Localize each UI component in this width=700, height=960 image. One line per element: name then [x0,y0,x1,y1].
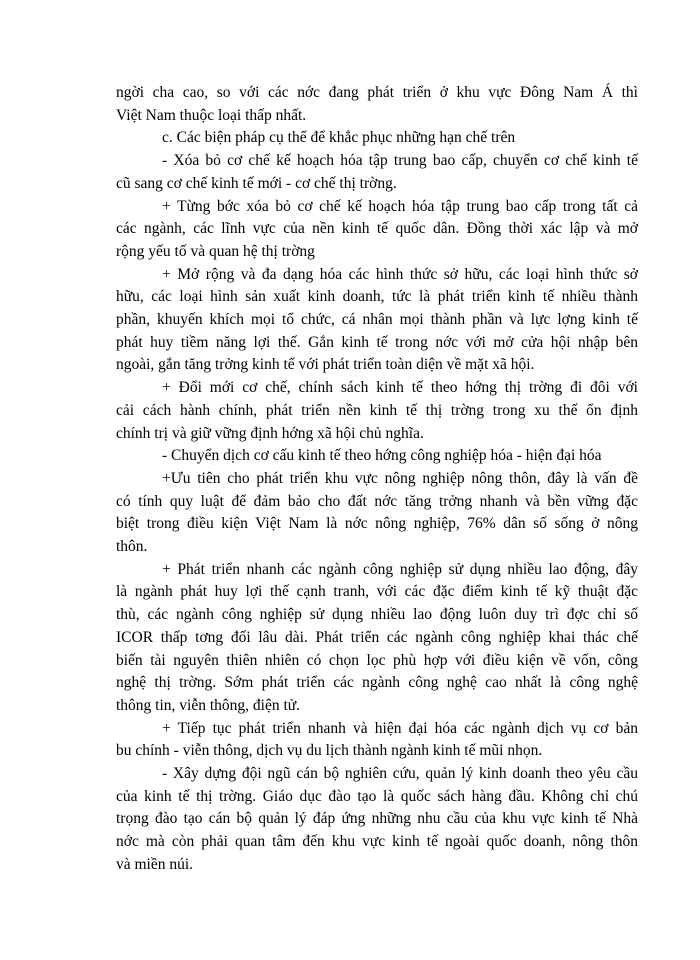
text-line: - Xóa bỏ cơ chế kế hoạch hóa tập trung bao cấp, chuyển cơ chế kinh tế [162,152,638,170]
text-line: thôn. [116,538,148,555]
text-line: nớc mà còn phải quan tâm đến khu vực kinh tế ngoài quốc doanh, nông thôn [116,833,638,851]
text-line: của kinh tế thị trờng. Giáo dục đào tạo là quốc sách hàng đầu. Không chỉ chú [116,787,638,805]
text-line: là ngành phát huy lợi thế cạnh tranh, với các đặc điểm kinh tế kỹ thuật đặc [116,583,638,601]
text-line: cũ sang cơ chế kinh tế mới - cơ chế thị trờng. [116,174,397,192]
text-line: các ngành, các lĩnh vực của nền kinh tế quốc dân. Đồng thời xác lập và mở [116,220,638,238]
text-line: - Chuyển dịch cơ cấu kinh tế theo hớng công nghiệp hóa - hiện đại hóa [162,447,602,465]
text-line: cải cách hành chính, phát triển nền kinh tế thị trờng trong xu thế ổn định [116,401,638,419]
text-line: có tính quy luật để đảm bảo cho đất nớc tăng trởng nhanh và bền vững đặc [116,492,638,510]
text-line: + Đổi mới cơ chế, chính sách kinh tế theo hớng thị trờng đi đôi với [162,379,638,397]
text-line: biệt trong điều kiện Việt Nam là nớc nông nghiệp, 76% dân số sống ở nông [116,515,638,533]
text-line: ngời cha cao, so với các nớc đang phát triển ở khu vực Đông Nam Á thì [116,84,638,101]
text-line: trọng đào tạo cán bộ quản lý đáp ứng những nhu cầu của khu vực kinh tế Nhà [116,810,638,828]
text-line: + Tiếp tục phát triển nhanh và hiện đại hóa các ngành dịch vụ cơ bản [162,719,638,737]
text-line: và miền núi. [116,855,194,873]
text-line: bu chính - viễn thông, dịch vụ du lịch thành ngành kinh tế mũi nhọn. [116,742,543,760]
text-line: rộng yếu tố và quan hệ thị trờng [116,242,315,260]
text-line: +Ưu tiên cho phát triển khu vực nông nghiệp nông thôn, đây là vấn đề [162,469,638,487]
text-line: + Từng bớc xóa bỏ cơ chế kế hoạch hóa tập trung bao cấp trong tất cả [162,197,638,215]
text-line: phần, khuyến khích mọi tổ chức, cá nhân mọi thành phần và lực lợng kinh tế [116,311,638,328]
text-line: hữu, các loại hình sản xuất kinh doanh, tức là phát triển kinh tế nhiều thành [116,288,638,306]
text-line: ngoài, gắn tăng trởng kinh tế với phát triển toàn diện về mặt xã hội. [116,356,535,374]
text-line: chính trị và giữ vững định hớng xã hội chủ nghĩa. [116,424,424,442]
text-line: thù, các ngành công nghiệp sử dụng nhiều lao động luôn duy trì đợc chỉ số [116,606,638,624]
text-line: - Xây dựng đội ngũ cán bộ nghiên cứu, quản lý kinh doanh theo yêu cầu [162,765,638,782]
text-line: ICOR thấp tơng đối lâu dài. Phát triển các ngành công nghiệp khai thác chế [116,628,638,646]
text-line: c. Các biện pháp cụ thể để khắc phục những hạn chế trên [162,129,516,147]
text-line: + Mở rộng và đa dạng hóa các hình thức sở hữu, các loại hình thức sở [162,265,638,283]
text-line: Việt Nam thuộc loại thấp nhất. [116,106,307,124]
text-line: phát huy tiềm năng lợi thế. Gắn kinh tế trong nớc với mở cửa hội nhập bên [116,333,638,351]
text-line: biến tài nguyên thiên nhiên có chọn lọc phù hợp với điều kiện về vốn, công [116,651,638,669]
text-line: thông tin, viễn thông, điện tử. [116,696,301,714]
text-line: nghệ thị trờng. Sớm phát triển các ngành công nghệ cao nhất là công nghệ [116,674,638,692]
text-line: + Phát triển nhanh các ngành công nghiệp sử dụng nhiều lao động, đây [162,560,638,578]
